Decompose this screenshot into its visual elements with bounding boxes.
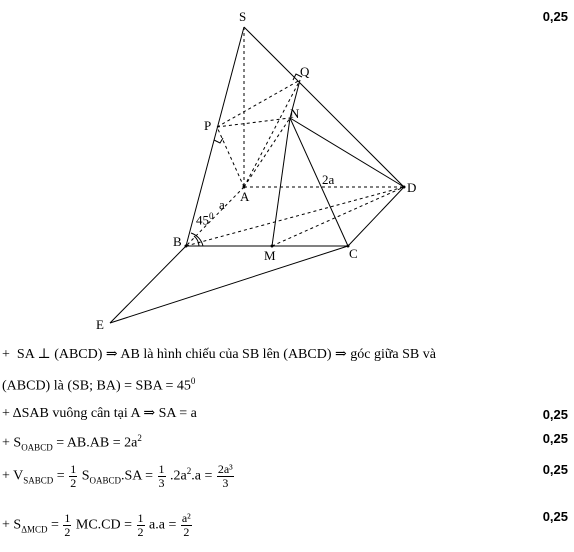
edge-MD xyxy=(272,187,404,246)
edge-BD xyxy=(186,187,404,246)
label-N: N xyxy=(290,106,300,121)
line-2: (ABCD) là (SB; BA) = SBA = $45^0$ xyxy=(2,376,196,394)
edge-EC xyxy=(110,246,348,323)
label-B: B xyxy=(173,234,182,249)
score-1: 0,25 xyxy=(542,9,568,24)
edge-PQ xyxy=(217,80,300,127)
label-2a: 2a xyxy=(322,172,335,187)
line-6: + $S_{\Delta MCD}$ = $\frac{1}{2}$ MC.CD = $\frac{1}{2}$ a.a = $\frac{\text{a²}}{2}$ xyxy=(2,511,191,539)
edge-SD xyxy=(244,27,404,187)
label-A: A xyxy=(240,189,250,204)
edge-ND xyxy=(290,118,404,187)
label-ab-a: a xyxy=(219,197,225,212)
edge-NC xyxy=(290,118,348,246)
label-E: E xyxy=(96,317,104,332)
edge-NM xyxy=(272,118,290,246)
label-angle-45: $45^0$ xyxy=(196,211,214,228)
score-5: 0,25 xyxy=(542,509,568,524)
line-5: + $V_{SABCD}$ = $\frac{1}{2}$ $S_{OABCD}.SA$ = $\frac{1}{3}$ $.2a^2.a$ = $\frac{\text{2a³}}{3}$ xyxy=(2,461,233,490)
score-3: 0,25 xyxy=(542,431,568,446)
label-C: C xyxy=(349,246,358,261)
line-3: + ΔSAB vuông cân tại A ⇒ SA = a xyxy=(2,406,197,421)
edge-AN xyxy=(244,118,290,187)
line-1: + SA ⊥ (ABCD) ⇒ AB là hình chiếu của SB lên (ABCD) ⇒ góc giữa SB và xyxy=(2,347,436,362)
edge-SB xyxy=(186,27,244,246)
line-4: + $S_{OABCD} = AB.AB = 2a^2$ xyxy=(2,433,142,453)
label-D: D xyxy=(407,180,417,195)
score-2: 0,25 xyxy=(542,407,568,422)
score-4: 0,25 xyxy=(542,462,568,477)
label-P: P xyxy=(204,118,212,133)
label-Q: Q xyxy=(300,64,310,79)
label-M: M xyxy=(264,248,276,263)
right-angle-P xyxy=(214,138,223,143)
label-S: S xyxy=(239,9,247,24)
edge-PN xyxy=(217,118,290,127)
edge-AQ xyxy=(244,80,300,187)
edge-CD xyxy=(348,187,404,246)
edge-AP xyxy=(217,127,244,187)
edge-BE xyxy=(110,246,186,323)
